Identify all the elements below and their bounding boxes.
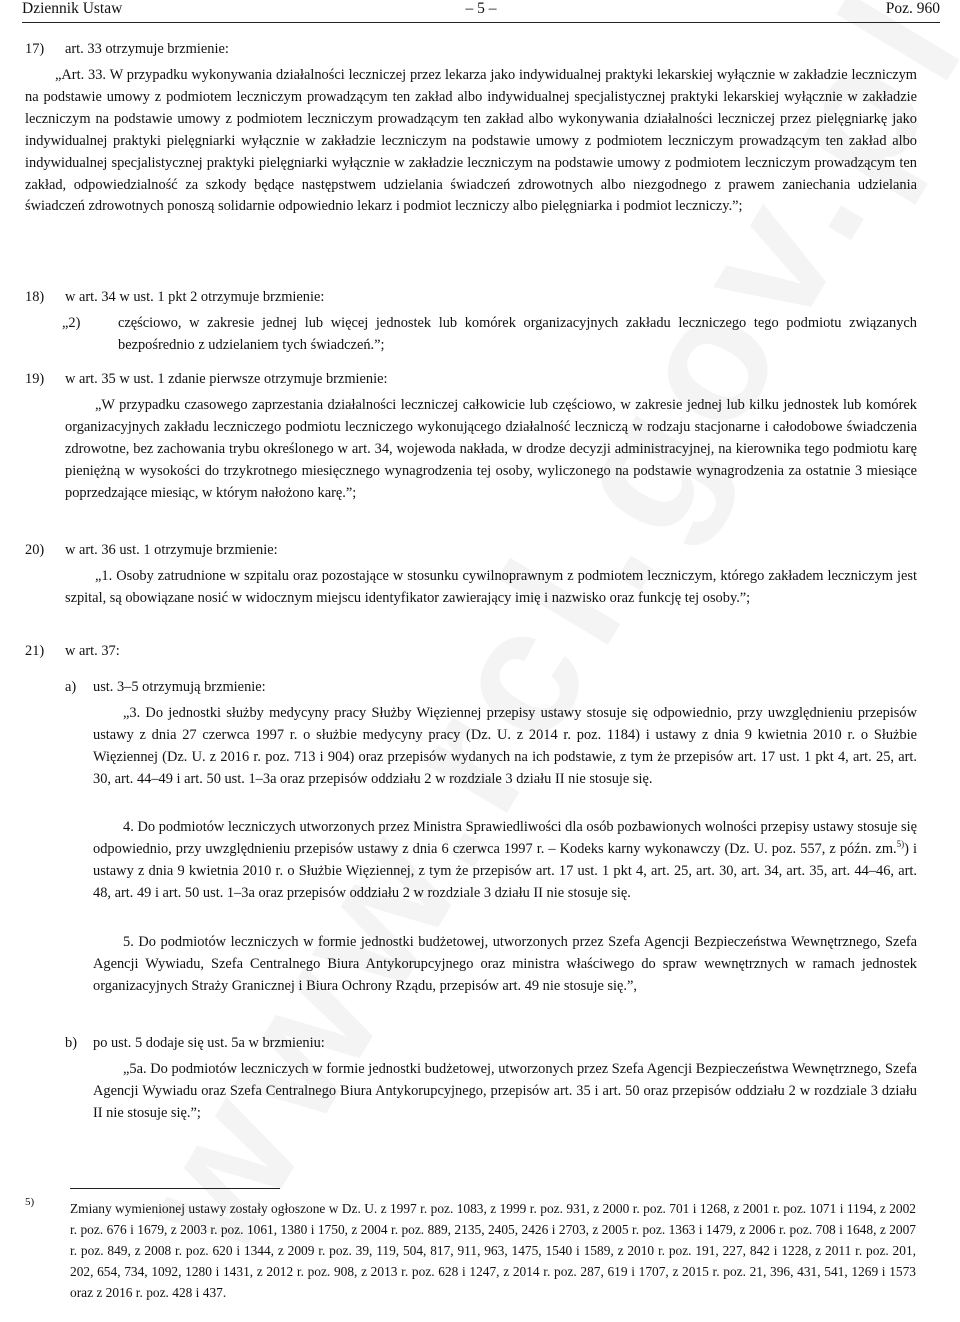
item-21a-label: a) xyxy=(65,679,77,695)
item-19-number: 19) xyxy=(25,371,45,387)
paragraph-4-part-2: ) i ustawy z dnia 9 kwietnia 2010 r. o Służbie Więziennej, z tym że przepisów art. 17 ust. 1 pkt 4, art. 25, art. 30, art. 34, art. 35, art. 44–46, art. 48, art. 49 i art. 50 ust. 1–3a oraz przepisów oddziału 2 w rozdziale 3 działu II nie stosuje się. xyxy=(93,840,918,901)
journal-name: Dziennik Ustaw xyxy=(22,0,123,17)
footnote-text: Zmiany wymienionej ustawy zostały ogłoszone w Dz. U. z 1997 r. poz. 1083, z 1999 r. poz. 931, z 2000 r. poz. 701 i 1268, z 2001 r. poz. 1071 i 1194, z 2002 r. poz. 676 i 1679, z 2003 r. poz. 1061, 1380 i 1750, z 2004 r. poz. 889, 2135, 2405, 2426 i 2703, z 2005 r. poz. 1363 i 1479, z 2006 r. poz. 708 i 1648, z 2007 r. poz. 849, z 2008 r. poz. 620 i 1344, z 2009 r. poz. 39, 119, 504, 817, 911, 963, 1475, 1540 i 1589, z 2010 r. poz. 191, 227, 842 i 1228, z 2011 r. poz. 201, 202, 654, 734, 1092, 1280 i 1431, z 2012 r. poz. 908, z 2013 r. poz. 628 i 1247, z 2014 r. poz. 287, 619 i 1707, z 2015 r. poz. 21, 396, 431, 541, 1269 i 1573 oraz z 2016 r. poz. 428 i 437. xyxy=(70,1201,916,1300)
item-17-text: „Art. 33. W przypadku wykonywania działalności leczniczej przez lekarza jako indywidualnej praktyki lekarskiej wyłącznie w zakładzie leczniczym na podstawie umowy z podmiotem leczniczym prowadzącym ten zakład albo indywidualnej specjalistycznej praktyki lekarskiej wyłącznie w zakładzie leczniczym na podstawie umowy z podmiotem leczniczym prowadzącym ten zakład albo wykonywania działalności leczniczej przez pielęgniarkę jako indywidualnej praktyki pielęgniarki wyłącznie w zakładzie leczniczym na podstawie umowy z podmiotem leczniczym prowadzącym ten zakład albo indywidualnej specjalistycznej praktyki pielęgniarki wyłącznie w zakładzie leczniczym na podstawie umowy z podmiotem leczniczym prowadzącym ten zakład, odpowiedzialność za szkody będące następstwem udzielania świadczeń zdrowotnych albo niezgodnego z prawem zaniechania udzielania świadczeń zdrowotnych ponoszą solidarnie odpowiednio lekarz i podmiot leczniczy albo pielęgniarka i podmiot leczniczy.”; xyxy=(25,67,917,215)
paragraph-3: „3. Do jednostki służby medycyny pracy Służby Więziennej przepisy ustawy stosuje się odpowiednio, przy uwzględnieniu przepisów ustawy z dnia 27 czerwca 1997 r. o służbie medycyny pracy (Dz. U. z 2014 r. poz. 1184) i ustawy z dnia 9 kwietnia 2010 r. o Służbie Więziennej (Dz. U. z 2016 r. poz. 713 i 904) oraz przepisów wydanych na ich podstawie, z tym że przepisów art. 17 ust. 1 pkt 4, art. 25, art. 30, art. 44–49 i art. 50 ust. 1–3a oraz przepisów oddziału 2 w rozdziale 3 działu II nie stosuje się. xyxy=(93,705,917,787)
item-17-intro: art. 33 otrzymuje brzmienie: xyxy=(65,41,229,57)
footnote-mark: 5) xyxy=(25,1196,35,1208)
item-18-intro: w art. 34 w ust. 1 pkt 2 otrzymuje brzmienie: xyxy=(65,289,325,305)
item-21-intro: w art. 37: xyxy=(65,643,120,659)
paragraph-5: 5. Do podmiotów leczniczych w formie jednostki budżetowej, utworzonych przez Szefa Agencji Bezpieczeństwa Wewnętrznego, Szefa Agencji Wywiadu, Szefa Centralnego Biura Antykorupcyjnego oraz ministra właściwego do spraw wewnętrznych w ramach jednostek organizacyjnych Straży Granicznej i Biura Ochrony Rządu, przepisów art. 49 nie stosuje się.”, xyxy=(93,934,917,994)
item-20-text: „1. Osoby zatrudnione w szpitalu oraz pozostające w stosunku cywilnoprawnym z podmiotem leczniczym, którego zakładem leczniczym jest szpital, są obowiązane nosić w widocznym miejscu identyfikator zawierający imię i nazwisko oraz funkcję tej osoby.”; xyxy=(65,568,917,606)
item-17-number: 17) xyxy=(25,41,45,57)
item-20-intro: w art. 36 ust. 1 otrzymuje brzmienie: xyxy=(65,542,278,558)
item-21a-intro: ust. 3–5 otrzymują brzmienie: xyxy=(93,679,266,695)
item-21-number: 21) xyxy=(25,643,45,659)
page-header xyxy=(22,0,940,23)
paragraph-4-part-1: 4. Do podmiotów leczniczych utworzonych przez Ministra Sprawiedliwości dla osób pozbawionych wolności przepisy ustawy stosuje się odpowiednio, przy uwzględnieniu przepisów ustawy z dnia 6 czerwca 1997 r. – Kodeks karny wykonawczy (Dz. U. poz. 557, z późn. zm. xyxy=(93,819,917,857)
item-19-intro: w art. 35 w ust. 1 zdanie pierwsze otrzymuje brzmienie: xyxy=(65,371,388,387)
item-18-subnumber: „2) xyxy=(62,315,81,331)
page-number: – 5 – xyxy=(465,0,497,17)
item-18-number: 18) xyxy=(25,289,45,305)
item-21b-intro: po ust. 5 dodaje się ust. 5a w brzmieniu: xyxy=(93,1035,325,1051)
paragraph-4 xyxy=(93,817,917,905)
item-21b-label: b) xyxy=(65,1035,77,1051)
item-20-number: 20) xyxy=(25,542,45,558)
footnote-reference: 5) xyxy=(896,838,905,849)
item-19-text: „W przypadku czasowego zaprzestania działalności leczniczej całkowicie lub częściowo, w zakresie jednej lub kilku jednostek lub komórek organizacyjnych zakładu leczniczego podmiotu leczniczego wykonującego działalność leczniczą w rodzaju stacjonarne i całodobowe świadczenia zdrowotne, bez zachowania trybu określonego w art. 34, wojewoda nakłada, w drodze decyzji administracyjnej, na kierownika tego podmiotu karę pieniężną w wysokości do trzykrotnego miesięcznego wynagrodzenia tej osoby, wyliczonego na podstawie wynagrodzenia za ostatnie 3 miesiące poprzedzające miesiąc, w którym nałożono karę.”; xyxy=(65,397,917,501)
item-18-text: częściowo, w zakresie jednej lub więcej jednostek lub komórek organizacyjnych zakładu leczniczego tego podmiotu związanych bezpośrednio z udzielaniem tych świadczeń.”; xyxy=(118,315,917,353)
footnote-divider xyxy=(70,1188,280,1189)
position-number: Poz. 960 xyxy=(885,0,940,17)
paragraph-5a: „5a. Do podmiotów leczniczych w formie jednostki budżetowej, utworzonych przez Szefa Agencji Bezpieczeństwa Wewnętrznego, Szefa Agencji Wywiadu oraz Szefa Centralnego Biura Antykorupcyjnego, przepisów art. 35 i art. 50 oraz przepisów oddziału 2 w rozdziale 3 działu II nie stosuje się.”; xyxy=(93,1061,917,1121)
